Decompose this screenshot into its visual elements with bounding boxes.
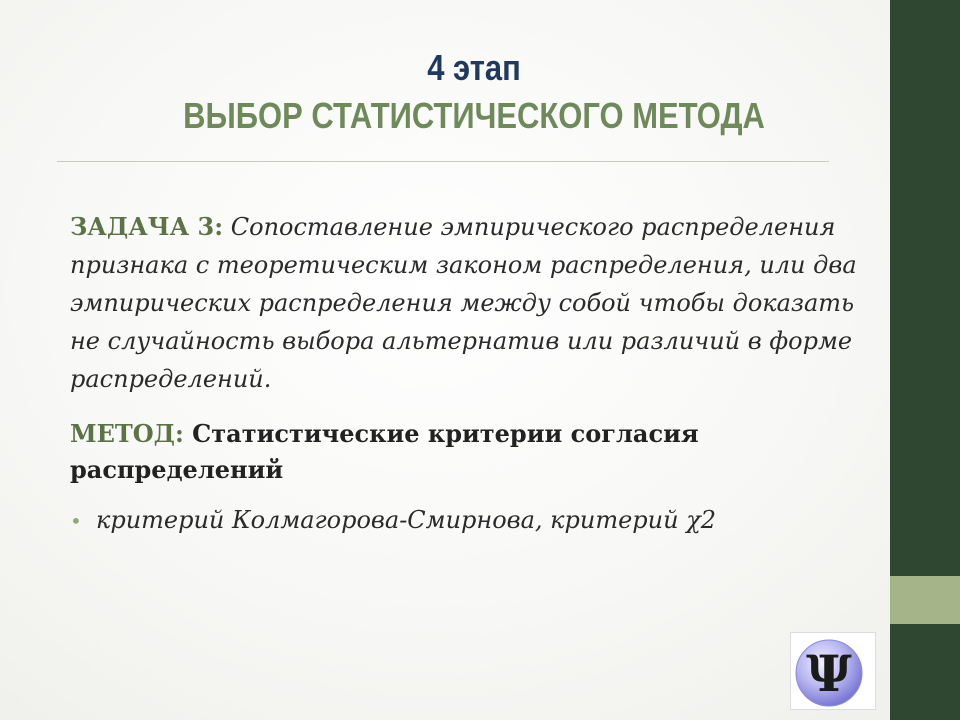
bullet-text: критерий Колмагорова-Смирнова, критерий χ2	[96, 506, 717, 534]
psi-logo	[790, 632, 876, 710]
method-label: МЕТОД:	[70, 419, 184, 448]
title-line-1: 4 этап	[427, 47, 521, 88]
bullet-icon: •	[70, 509, 82, 533]
method-paragraph	[70, 416, 860, 488]
side-accent	[890, 576, 960, 624]
task-label: ЗАДАЧА 3:	[70, 212, 224, 241]
task-paragraph	[70, 208, 860, 398]
task-text: Сопоставление эмпирического распределения признака с теоретическим законом распределения, или два эмпирических распределения между собой чтобы доказать не случайность выбора альтернатив или различий в форме распределений.	[70, 213, 857, 393]
title-divider	[57, 161, 829, 162]
method-text: Статистические критерии согласия распределений	[70, 419, 699, 484]
list-item	[70, 502, 860, 539]
psi-glyph: Ψ	[806, 644, 852, 703]
title-line-2: ВЫБОР СТАТИСТИЧЕСКОГО МЕТОДА	[183, 95, 765, 136]
psi-icon	[791, 633, 875, 709]
slide-body	[70, 208, 860, 539]
slide-title	[60, 44, 888, 140]
